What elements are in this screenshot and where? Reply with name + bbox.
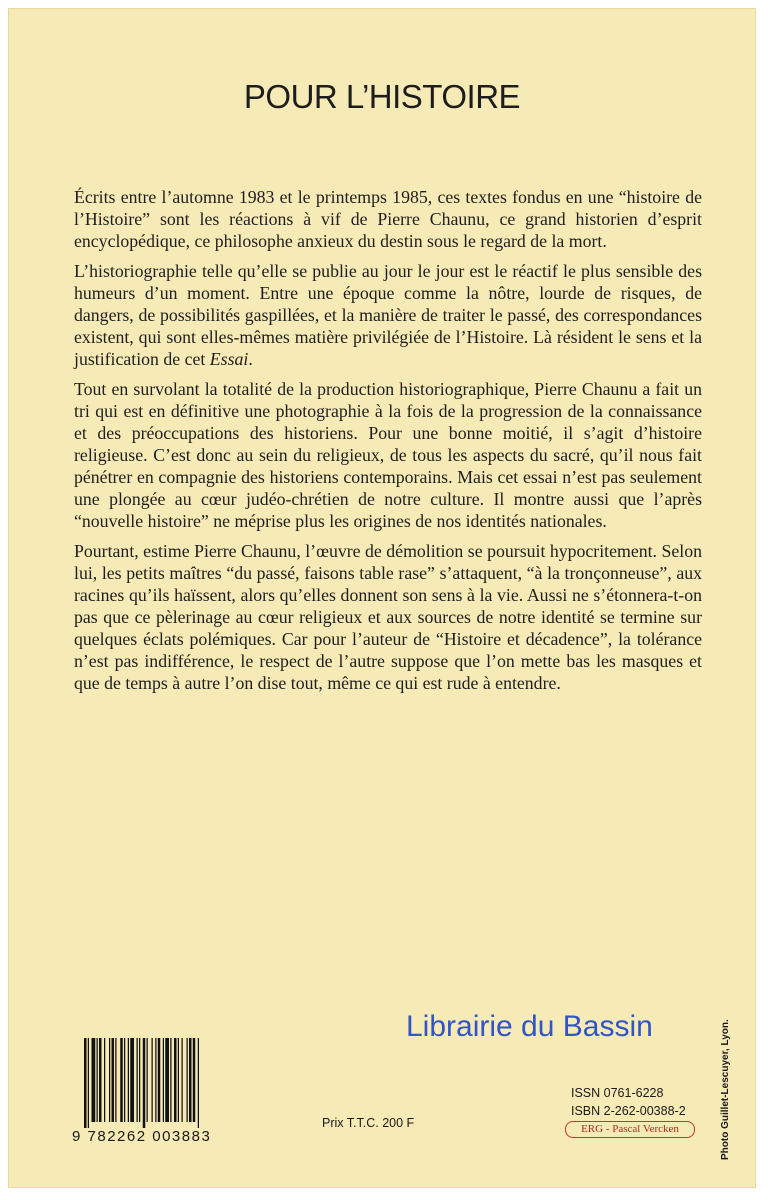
barcode-bar xyxy=(130,1038,134,1122)
isbn-number: ISBN 2-262-00388-2 xyxy=(571,1104,686,1118)
blurb-text xyxy=(74,186,702,702)
paragraph-2-text: L’historiographie telle qu’elle se publie au jour le jour est le réactif le plus sensible des humeurs d’un moment. Entre une époque comme la nôtre, lourde de risques, de dangers, de possibilités gaspillées, et la manière de traiter le passé, des correspondances existent, qui sont elles-mêmes matière privilégiée de l’Histoire. Là résident le sens et la justification de cet xyxy=(74,261,702,369)
barcode-bar xyxy=(158,1038,161,1122)
barcode-icon xyxy=(80,1038,240,1128)
paragraph-4: Pourtant, estime Pierre Chaunu, l’œuvre de démolition se poursuit hypocritement. Selon lui, les petits maîtres “du passé, faisons table rase” s’attaquent, “à la tronçonneuse”, aux racines qu’ils haïssent, alors qu’elles donnent son sens à la vie. Aussi ne s’étonnera-t-on pas que ce pèlerinage au cœur religieux et aux sources de notre identité se termine sur quelques éclats polémiques. Car pour l’auteur de “Histoire et décadence”, la tolérance n’est pas indifférence, le respect de l’autre suppose que l’on mette bas les masques et que de temps à autre l’on dise tout, même ce qui est rude à entendre. xyxy=(74,541,702,693)
barcode-bar xyxy=(139,1038,140,1122)
barcode-bar xyxy=(170,1038,171,1122)
photo-credit: Photo Guillet-Lescuyer, Lyon. xyxy=(720,1019,731,1160)
barcode-bar xyxy=(147,1038,148,1122)
paragraph-3: Tout en survolant la totalité de la production historiographique, Pierre Chaunu a fait un tri qui est en définitive une photographie à la fois de la progression de la connaissance et des préoccupations des historiens. Pour une bonne moitié, il s’agit d’histoire religieuse. C’est donc au sein du religieux, de tous les aspects du sacré, qu’il nous fait pénétrer en compagnie des historiens contemporains. Mais cet essai n’est pas seulement une plongée au cœur judéo-chrétien de notre culture. Il montre aussi que l’après “nouvelle histoire” ne méprise plus les origines de nos identités nationales. xyxy=(74,379,702,531)
price-label: Prix T.T.C. 200 F xyxy=(322,1116,415,1130)
erg-badge: ERG - Pascal Vercken xyxy=(565,1121,695,1138)
paragraph-2 xyxy=(74,260,702,370)
barcode-bar xyxy=(137,1038,138,1122)
paragraph-1: Écrits entre l’automne 1983 et le printemps 1985, ces textes fondus en une “histoire de l’Histoire” sont les réactions à vif de Pierre Chaunu, ce grand historien d’esprit encyclopédique, ce philosophe anxieux du destin sous le regard de la mort. xyxy=(74,187,702,251)
barcode-bar xyxy=(97,1038,98,1122)
barcode-bar xyxy=(163,1038,164,1122)
barcode-bar xyxy=(128,1038,129,1122)
barcode-graphic xyxy=(80,1038,240,1128)
barcode-bar xyxy=(187,1038,188,1122)
barcode-bar xyxy=(152,1038,153,1122)
back-cover xyxy=(8,8,756,1188)
barcode-digits: 9 782262 003883 xyxy=(72,1128,212,1145)
barcode-bar xyxy=(189,1038,192,1122)
barcode-bar xyxy=(84,1038,87,1128)
barcode-bar xyxy=(182,1038,183,1122)
barcode-bar xyxy=(115,1038,116,1122)
barcode-bar xyxy=(174,1038,177,1122)
barcode-bar xyxy=(124,1038,125,1122)
barcode-bar xyxy=(120,1038,123,1122)
barcode-bar xyxy=(165,1038,169,1122)
series-title: POUR L’HISTOIRE xyxy=(243,78,521,115)
barcode-bar xyxy=(109,1038,110,1122)
barcode-bar xyxy=(198,1038,199,1128)
barcode-bar xyxy=(88,1038,89,1128)
paragraph-2-italic: Essai xyxy=(209,349,249,369)
barcode-bar xyxy=(193,1038,196,1122)
bookseller-stamp: Librairie du Bassin xyxy=(406,1010,653,1043)
paragraph-2-end: . xyxy=(248,349,253,369)
barcode-bar xyxy=(178,1038,179,1122)
barcode-bar xyxy=(92,1038,96,1122)
barcode-bar xyxy=(155,1038,156,1122)
barcode-bar xyxy=(143,1038,146,1128)
barcode-bar xyxy=(112,1038,115,1122)
barcode-bar xyxy=(104,1038,105,1122)
barcode-bar xyxy=(99,1038,102,1122)
issn-number: ISSN 0761-6228 xyxy=(571,1086,664,1100)
